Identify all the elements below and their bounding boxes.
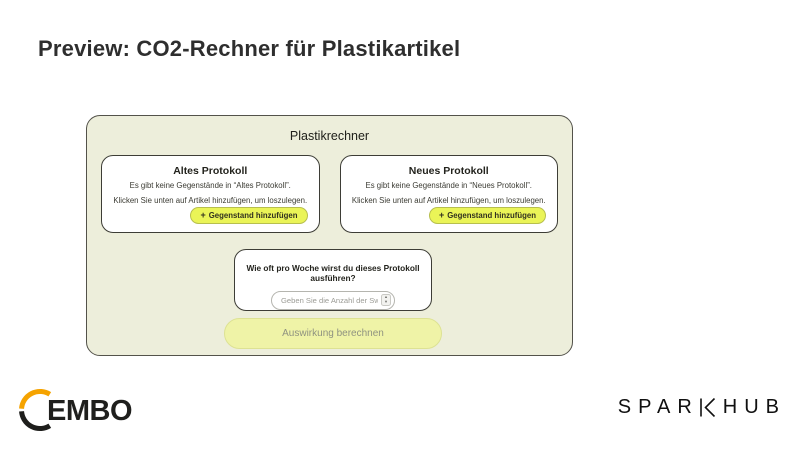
protocol-panels [87,155,572,233]
embo-arc-dark [22,411,50,428]
calculate-impact-button[interactable]: Auswirkung berechnen [224,318,442,349]
plus-icon: + [438,210,445,220]
sparkhub-text-right: HUB [722,396,786,418]
embo-logo [18,385,148,433]
number-stepper-icon[interactable]: ▴ ▾ [381,294,391,306]
panel-title: Altes Protokoll [173,165,248,177]
panel-altes-protokoll [101,155,320,233]
add-item-button-label: Gegenstand hinzufügen [208,211,298,220]
frequency-input[interactable] [271,291,395,310]
panel-title: Neues Protokoll [408,165,489,177]
plastikrechner-card [86,115,573,356]
card-title: Plastikrechner [289,129,370,143]
page-title: Preview: CO2-Rechner für Plastikartikel [38,36,461,61]
sparkhub-k-icon [699,398,716,417]
embo-arc-orange [22,391,50,408]
panel-empty-line2: Klicken Sie unten auf Artikel hinzufügen, um loszulegen. [351,195,546,205]
add-item-button[interactable] [190,207,307,224]
add-item-button-label: Gegenstand hinzufügen [447,211,536,220]
frequency-question: Wie oft pro Woche wirst du dieses Protokoll ausführen? [246,263,420,283]
frequency-input-wrap [271,290,395,310]
frequency-box [234,249,432,311]
embo-logo-text: EMBO [47,395,132,427]
embo-logo-graphic [18,385,148,433]
panel-neues-protokoll [340,155,559,233]
add-item-button[interactable] [429,207,546,224]
panel-empty-line1: Es gibt keine Gegenstände in “Altes Protokoll”. [129,181,291,190]
sparkhub-text-left: SPAR [617,396,699,418]
plus-icon: + [200,210,206,220]
panel-empty-line2: Klicken Sie unten auf Artikel hinzufügen, um loszulegen. [113,195,308,205]
sparkhub-logo [618,396,786,419]
panel-empty-line1: Es gibt keine Gegenstände in “Neues Protokoll”. [365,181,532,190]
